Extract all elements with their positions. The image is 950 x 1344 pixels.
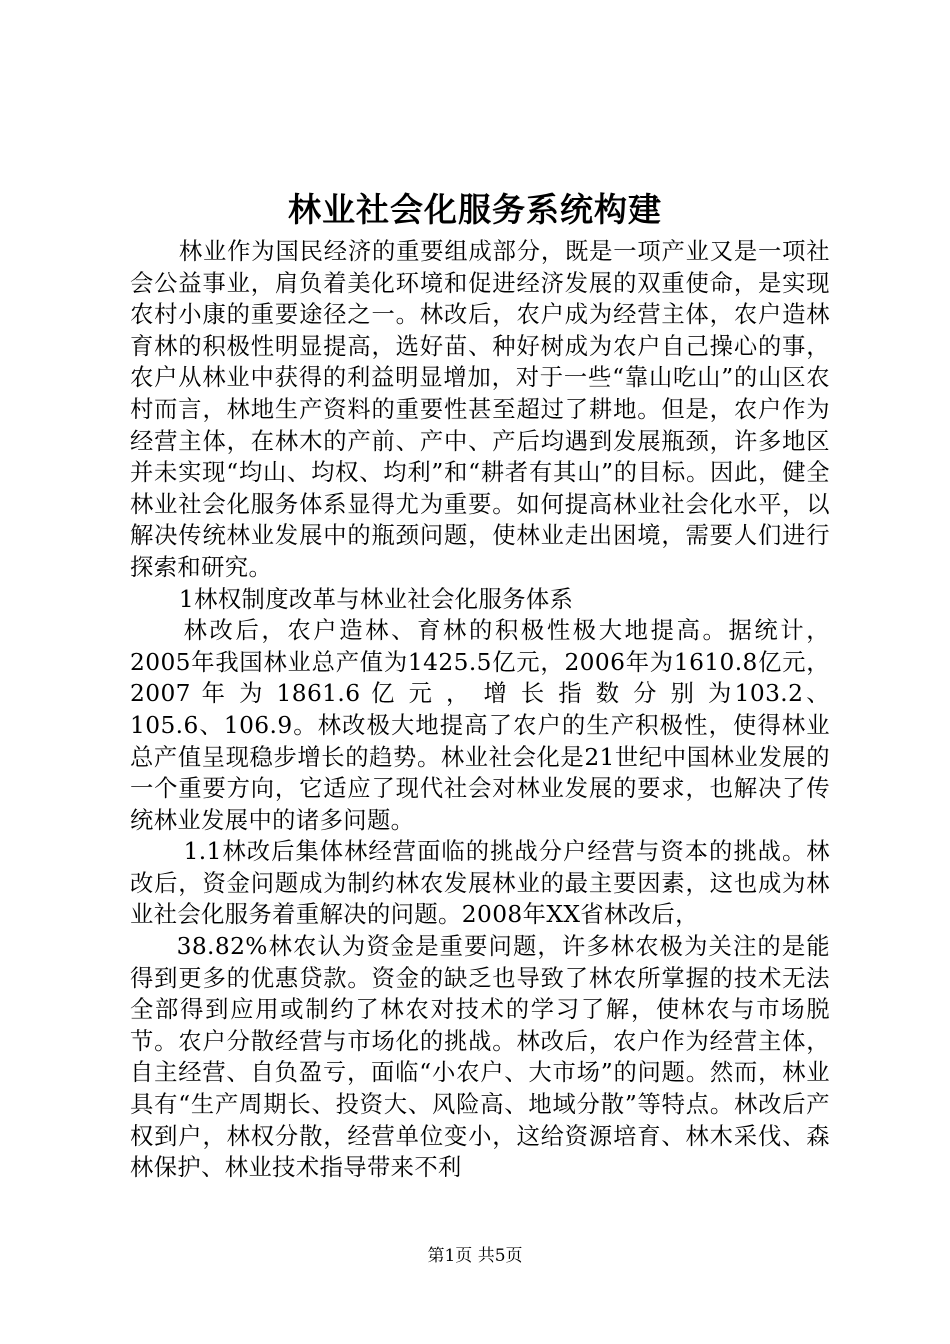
section-heading-1-1: 1.1林改后集体林经营面临的挑战分户经营与资本的挑战。林改后，资金问题成为制约林农发展林业的最主要因素，这也成为林业社会化服务着重解决的问题。2008年XX省林改后， [130,838,830,929]
paragraph-intro: 林业作为国民经济的重要组成部分，既是一项产业又是一项社会公益事业，肩负着美化环境和促进经济发展的双重使命，是实现农村小康的重要途径之一。林改后，农户成为经营主体，农户造林育林的积极性明显提高，选好苗、种好树成为农户自己操心的事，农户从林业中获得的利益明显增加，对于一些“靠山吃山”的山区农村而言，林地生产资料的重要性甚至超过了耕地。但是，农户作为经营主体，在林木的产前、产中、产后均遇到发展瓶颈，许多地区并未实现“均山、均权、均利”和“耕者有其山”的目标。因此，健全林业社会化服务体系显得尤为重要。如何提高林业社会化水平，以解决传统林业发展中的瓶颈问题，使林业走出困境，需要人们进行探索和研究。 [130,238,830,581]
paragraph-challenges: 38.82%林农认为资金是重要问题，许多林农极为关注的是能得到更多的优惠贷款。资金的缺乏也导致了林农所掌握的技术无法全部得到应用或制约了林农对技术的学习了解，使林农与市场脱节。农户分散经营与市场化的挑战。林改后，农户作为经营主体，自主经营、自负盈亏，面临“小农户、大市场”的问题。然而，林业具有“生产周期长、投资大、风险高、地域分散”等特点。林改后产权到户，林权分散，经营单位变小，这给资源培育、林木采伐、森林保护、林业技术指导带来不利 [130,933,830,1182]
section-heading-1: 1林权制度改革与林业社会化服务体系 [178,585,574,613]
document-title: 林业社会化服务系统构建 [288,190,662,229]
paragraph-statistics: 林改后，农户造林、育林的积极性极大地提高。据统计，2005年我国林业总产值为1425.5亿元，2006年为1610.8亿元，2007 年 为 1861.6 亿 元 ， 增 长 指 数 分 别 为103.2、105.6、106.9。林改极大地提高了农户的生产积极性，使得林业总产值呈现稳步增长的趋势。林业社会化是21世纪中国林业发展的一个重要方向，它适应了现代社会对林业发展的要求，也解决了传统林业发展中的诸多问题。 [130,617,830,834]
page-number-footer: 第1页 共5页 [427,1246,523,1266]
document-body [130,236,830,1184]
